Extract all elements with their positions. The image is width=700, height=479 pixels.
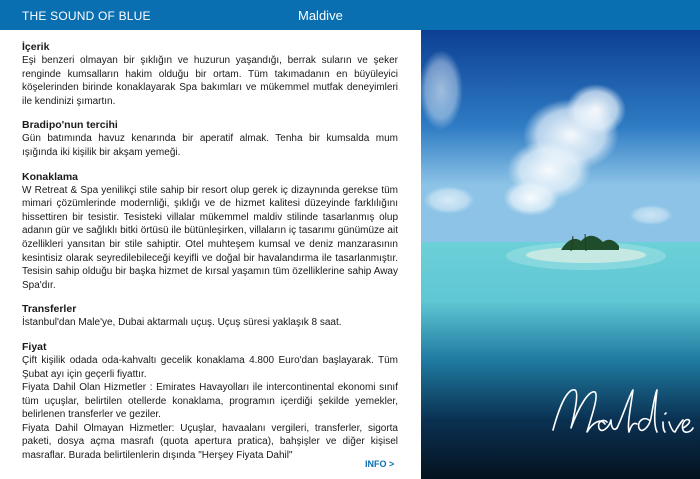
section-fiyat	[22, 340, 398, 463]
section-title: Konaklama	[22, 170, 79, 183]
info-link[interactable]: INFO >	[365, 459, 395, 469]
section-icerik	[22, 40, 398, 108]
destination-title: Maldive	[298, 8, 343, 23]
section-body: Gün batımında havuz kenarında bir aperatif almak. Tenha bir kumsalda mum ışığında iki kişilik bir akşam yemeği.	[22, 133, 398, 158]
section-body: İstanbul'dan Male'ye, Dubai aktarmalı uçuş. Uçuş süresi yaklaşık 8 saat.	[22, 317, 342, 329]
section-body: W Retreat & Spa yenilikçi stile sahip bir resort olup gerek iç dizaynında gerekse tüm mimari çözümlerinde modernliği, şıklığı ve de hizmet kalitesi düzeyinde farklılığını hissettiren bir tesistir. Tesisteki villalar mükemmel maldiv stilinde tasarlanmış olup adanın gür ve sağlıklı bitki örtüsü ile bütünleşirken, villaların iç tasarımı günümüze ait özellikleri yansıtan bir stile sahiptir. Otel muhteşem kumsal ve deniz manzarasının kesintisiz olarak seyredilebileceği keyifli ve doğal bir havalandırma ile tasarlanmıştır. Tesisin sahip olduğu bir başka hizmet de kırsal yaşamın tüm özelliklerine sahip Away Spa'dır.	[22, 184, 398, 291]
section-title: Transferler	[22, 303, 77, 316]
price-paragraph: Çift kişilik odada oda-kahvaltı gecelik konaklama 4.800 Euro'dan başlayarak. Tüm Şubat ayı için geçerli fiyattır.	[22, 354, 398, 380]
header-bar	[0, 0, 700, 30]
section-title: Bradipo'nun tercihi	[22, 119, 118, 132]
section-title: İçerik	[22, 41, 50, 53]
maldive-signature	[545, 378, 695, 448]
included-services: Fiyata Dahil Olan Hizmetler : Emirates Havayolları ile intercontinental ekonomi sınıf tüm uçuşlar, belirtilen otellerde konaklama, programın içerdiği şekilde yemekler, belirlenen transferler ve geziler.	[22, 382, 398, 421]
article-text	[22, 40, 398, 473]
section-title: Fiyat	[22, 340, 47, 353]
excluded-services: Fiyata Dahil Olmayan Hizmetler: Uçuşlar, havaalanı vergileri, transferler, sigorta paketi, dosya açma masrafı (quota apertura pratica), bahşişler ve diğer kişisel masraflar. Burada belirtilenlerin dışında "Herşey Fiyata Dahil"	[22, 422, 398, 462]
section-konaklama	[22, 170, 398, 293]
section-transferler	[22, 302, 398, 330]
brand-title: THE SOUND OF BLUE	[22, 9, 151, 23]
section-body: Eşi benzeri olmayan bir şıklığın ve huzurun yaşandığı, berrak suların ve şeker renginde kumsalların hakim olduğu bir ortam. Tüm takımadanın en büyüleyici köşelerinden birinde konaklayarak Spa bakımları ve mükemmel mutfak deneyimleri ile kendinizi şımartın.	[22, 55, 398, 107]
section-tercih	[22, 118, 398, 159]
